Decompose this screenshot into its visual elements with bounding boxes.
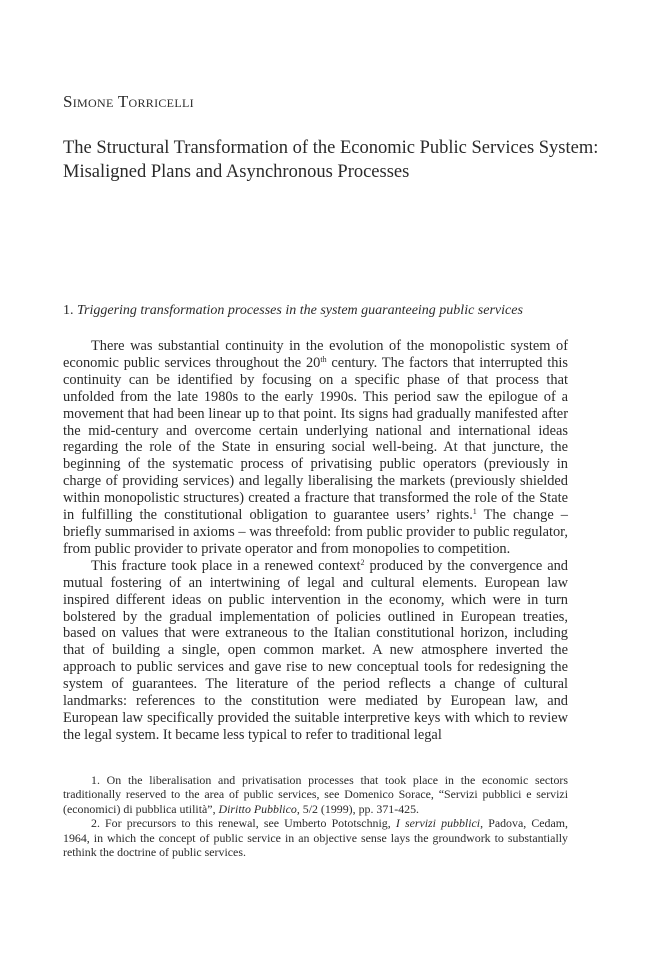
- footnote: 2. For precursors to this renewal, see Umberto Pototschnig, I servizi pubblici, Padova, Cedam, 1964, in which the concept of public service in an objective sense lays the groundwork to substantially rethink the doctrine of public services.: [63, 816, 568, 860]
- section-title: Triggering transformation processes in the system guaranteeing public services: [77, 303, 523, 318]
- section-heading: [63, 302, 603, 320]
- superscript: th: [320, 354, 327, 364]
- paragraph: This fracture took place in a renewed context$^2$ produced by the convergence and mutual fostering of an intertwining of legal and cultural elements. European law inspired different ideas on public intervention in the economy, which were in turn bolstered by the gradual implementation of policies outlined in European treaties, based on values that were extraneous to the Italian constitutional horizon, including that of building a single, open common market. A new atmosphere inverted the approach to public services and gave rise to new conceptual tools for redesigning the system of guarantees. The literature of the period reflects a change of cultural landmarks: references to the constitution were mediated by European law, and European law specifically provided the suitable interpretive keys with which to review the legal system. It became less typical to refer to traditional legal: [63, 557, 568, 743]
- footnotes: [63, 773, 568, 859]
- section-number: 1.: [63, 303, 74, 318]
- footnote-ref: 1: [472, 507, 477, 517]
- body-text: [63, 338, 568, 744]
- footnote-ref: 2: [360, 557, 365, 567]
- article-title: The Structural Transformation of the Economic Public Services System: Misaligned Plans and Asynchronous Processes: [63, 138, 599, 182]
- paragraph: There was substantial continuity in the evolution of the monopolistic system of economic public services throughout the 20th century. The factors that interrupted this continuity can be identified by focusing on a specific phase of that process that unfolded from the late 1980s to the early 1990s. This period saw the epilogue of a movement that had been linear up to that point. Its signs had gradually manifested after the mid-century and overcome certain underlying national and international ideas regarding the role of the State in ensuring social well-being. At that juncture, the beginning of the systematic process of privatising public operators (previously in charge of providing services) and legally liberalising the markets (previously shielded within monopolistic structures) created a fracture that transformed the role of the State in fulfilling the constitutional obligation to guarantee users’ rights.$^1$ The change – briefly summarised in axioms – was threefold: from public provider to public regulator, from public provider to private operator and from monopolies to competition.: [63, 338, 569, 557]
- author-name: Simone Torricelli: [63, 92, 194, 111]
- footnote: 1. On the liberalisation and privatisation processes that took place in the economic sectors traditionally reserved to the area of public services, see Domenico Sorace, “Servizi pubblici e servizi (economici) di pubblica utilità”, Diritto Pubblico, 5/2 (1999), pp. 371-425.: [63, 773, 568, 816]
